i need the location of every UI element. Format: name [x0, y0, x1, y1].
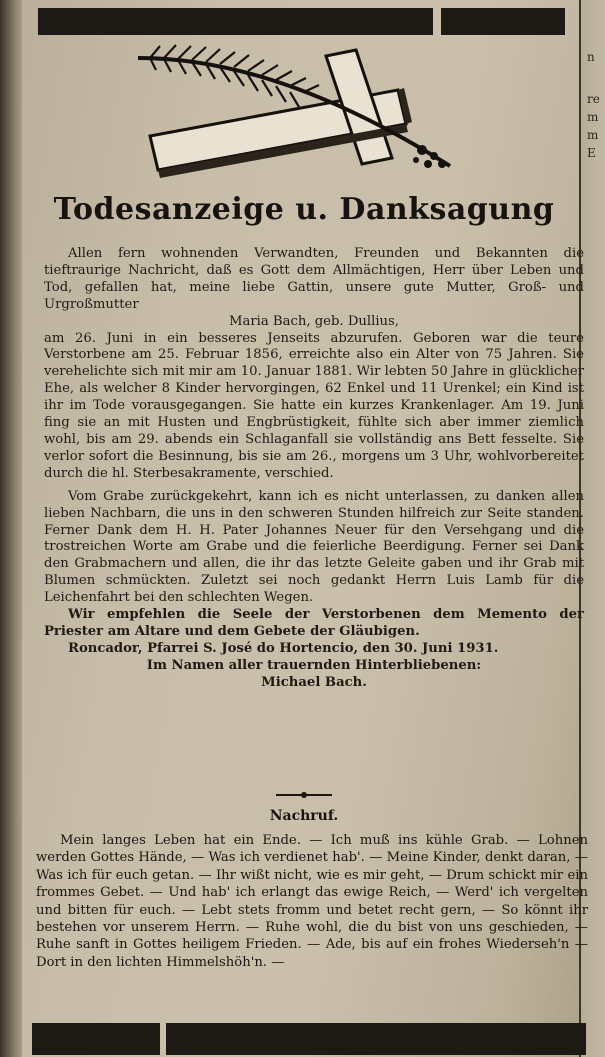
on-behalf-line: Im Namen aller trauernden Hinterbliebenen: — [146, 657, 482, 673]
deceased-name: Maria Bach, geb. Dullius, — [228, 313, 399, 329]
cross-with-palm-branch-icon — [130, 38, 470, 178]
nachruf-text: Mein langes Leben hat ein Ende. — Ich muß ins kühle Grab. — Lohnen werden Gottes Hände, — Was ich verdienet hab'. — Meine Kinder, denkt daran, — Was ich für euch getan. — Ihr wißt nicht, wie es mir geht, — Drum schickt mir ein frommes Gebet. — Und hab' ich erlangt das ewige Reich, — Werd' ich vergelten und bitten für euch. — Lebt stets fromm und betet recht gern, — So könnt ihr bestehen vor unserem Herrn. — Ruhe wohl, die du bist von uns geschieden, — Ruhe sanft in Gottes heiligem Frieden. — Ade, bis auf ein frohes Wiederseh'n — Dort in den lichten Himmelshöh'n. — — [36, 833, 588, 970]
recommend-paragraph: Wir empfehlen die Seele der Verstorbenen dem Memento der Priester am Altare und dem Gebete der Gläubigen. — [44, 607, 584, 639]
announcement-title: Todesanzeige u. Danksagung — [53, 192, 555, 227]
margin-fragment: m — [587, 128, 599, 142]
details-paragraph: am 26. Juni in ein besseres Jenseits abzurufen. Geboren war die teure Verstorbene am 25. Februar 1856, erreichte also ein Alter von 75 Jahren. Sie verehelichte sich mit mir am 10. Januar 1881. Wir lebten 50 Jahre in glücklicher Ehe, als welcher 8 Kinder hervorgingen, 62 Enkel und 11 Urenkel; ein Kind ist ihr im Tode vorausgegangen. Sie hatte ein kurzes Krankenlager. Am 19. Juni fing sie an mit Husten und Engbrüstigkeit, fühlte sich aber immer ziemlich wohl, bis am 29. abends ein Schlaganfall sie vollständig ans Bett fesselte. Sie verlor sofort die Besinnung, bis sie am 26., morgens um 3 Uhr, wohlvorbereitet durch die hl. Sterbesakramente, verschied. — [44, 330, 584, 481]
nachruf-title: Nachruf. — [269, 808, 339, 824]
margin-fragment: n — [587, 50, 595, 64]
intro-paragraph: Allen fern wohnenden Verwandten, Freunden und Bekannten die tieftraurige Nachricht, daß es Gott dem Allmächtigen, Herr über Leben und Tod, gefallen hat, meine liebe Gattin, unsere gute Mutter, Groß- und Urgroßmutter — [44, 246, 584, 312]
bottom-border-bar — [166, 1023, 586, 1055]
margin-fragment: E — [587, 146, 596, 160]
thanks-paragraph: Vom Grabe zurückgekehrt, kann ich es nicht unterlassen, zu danken allen lieben Nachbarn, die uns in den schweren Stunden hilfreich zur Seite standen. Ferner Dank dem H. H. Pater Johannes Neuer für den Versehgang und die trostreichen Worte am Grabe und die feierliche Beerdigung. Ferner sei Dank den Grabmachern und allen, die ihr das letzte Geleite gaben und ihr Grab mit Blumen schmückten. Zuletzt sei noch gedankt Herrn Luis Lamb für die Leichenfahrt bei den schlechten Wegen. — [44, 488, 584, 606]
top-border-bar — [38, 8, 433, 35]
top-border-bar — [441, 8, 565, 35]
margin-fragment: m — [587, 110, 599, 124]
signature: Michael Bach. — [261, 674, 367, 690]
bottom-border-bar — [32, 1023, 160, 1055]
nachruf-poem — [36, 832, 588, 971]
left-page-edge — [0, 0, 22, 1057]
announcement-body — [44, 246, 584, 692]
place-date: Roncador, Pfarrei S. José do Hortencio, den 30. Juni 1931. — [68, 640, 499, 656]
ornamental-rule-icon — [276, 792, 332, 798]
margin-fragment: re — [587, 92, 600, 106]
